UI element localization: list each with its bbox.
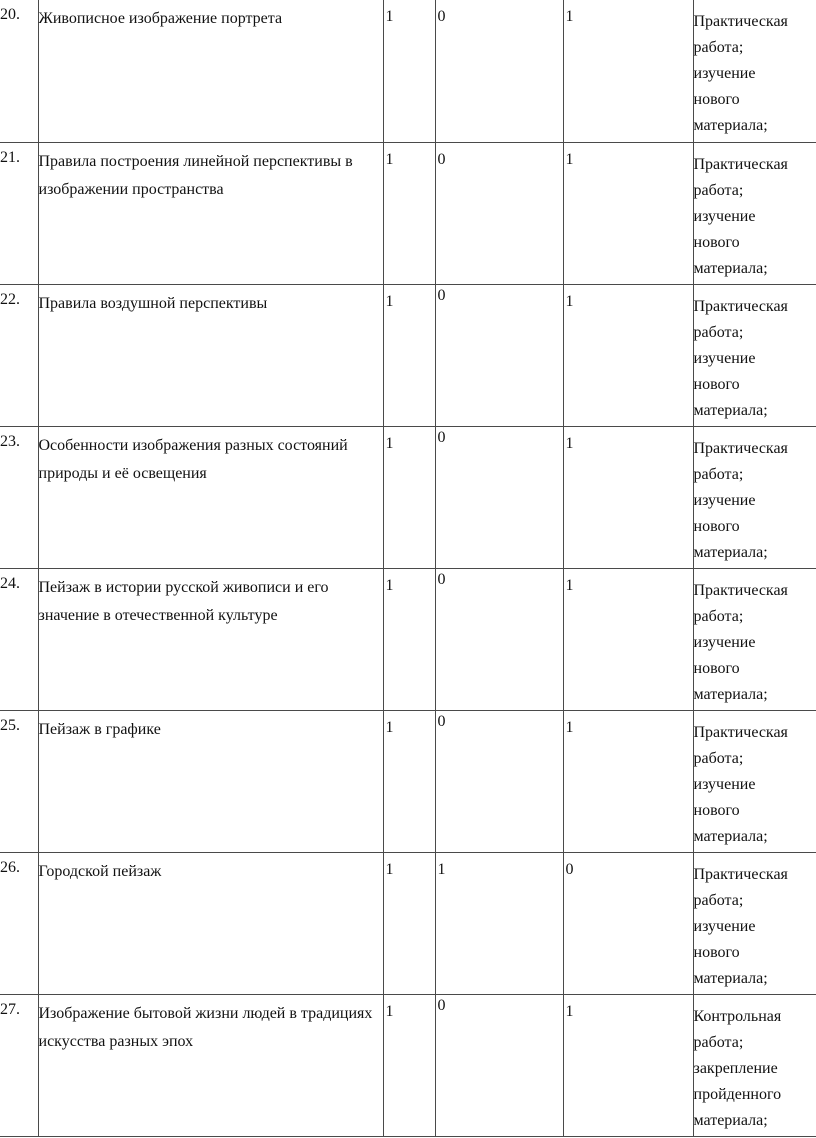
lesson-topic-cell <box>38 994 383 1136</box>
lesson-number-cell <box>0 0 38 142</box>
total-hours: 1 <box>385 8 394 25</box>
lesson-topic: Изображение бытовой жизни людей в традициях искусства разных эпох <box>38 1004 373 1050</box>
lesson-topic-cell <box>38 852 383 994</box>
lesson-number: 21. <box>0 148 20 166</box>
total-hours-cell <box>383 284 435 426</box>
lesson-type: Практическая работа; изучение нового материала; <box>693 297 788 419</box>
practice-hours-cell <box>563 994 693 1136</box>
table-row <box>0 994 816 1136</box>
practice-hours-cell <box>563 284 693 426</box>
practice-hours: 1 <box>565 150 574 168</box>
practice-hours: 1 <box>565 718 574 736</box>
practice-hours-cell <box>563 0 693 142</box>
lesson-type: Практическая работа; изучение нового материала; <box>693 155 788 277</box>
lesson-number: 24. <box>0 574 20 592</box>
lesson-topic-cell <box>38 568 383 710</box>
lesson-topic: Правила воздушной перспективы <box>38 294 268 312</box>
theory-hours-cell <box>435 994 563 1136</box>
practice-hours-cell <box>563 710 693 852</box>
lesson-type-cell <box>693 710 816 852</box>
practice-hours-cell <box>563 852 693 994</box>
total-hours-cell <box>383 142 435 284</box>
theory-hours: 0 <box>437 570 446 588</box>
table-row <box>0 426 816 568</box>
lesson-number-cell <box>0 284 38 426</box>
lesson-type: Практическая работа; изучение нового материала; <box>693 581 788 703</box>
theory-hours: 1 <box>437 860 446 878</box>
lesson-topic: Живописное изображение портрета <box>38 10 283 27</box>
lesson-type-cell <box>693 142 816 284</box>
practice-hours: 1 <box>565 576 574 594</box>
total-hours-cell <box>383 710 435 852</box>
practice-hours-cell <box>563 568 693 710</box>
lesson-type: Контрольная работа; закрепление пройденного материала; <box>693 1007 782 1129</box>
lesson-topic: Особенности изображения разных состояний природы и её освещения <box>38 436 348 482</box>
total-hours: 1 <box>385 292 394 310</box>
lesson-type-cell <box>693 426 816 568</box>
lesson-topic: Пейзаж в графике <box>38 720 161 738</box>
lesson-topic: Правила построения линейной перспективы в изображении пространства <box>38 152 353 198</box>
theory-hours-cell <box>435 0 563 142</box>
theory-hours: 0 <box>437 428 446 446</box>
theory-hours: 0 <box>437 712 446 730</box>
total-hours: 1 <box>385 434 394 452</box>
practice-hours: 1 <box>565 1002 574 1020</box>
lesson-type: Практическая работа; изучение нового материала; <box>693 723 788 845</box>
lesson-topic-cell <box>38 284 383 426</box>
theory-hours-cell <box>435 142 563 284</box>
lesson-topic-cell <box>38 710 383 852</box>
lesson-number-cell <box>0 142 38 284</box>
theory-hours-cell <box>435 426 563 568</box>
total-hours-cell <box>383 994 435 1136</box>
table-row <box>0 852 816 994</box>
theory-hours-cell <box>435 568 563 710</box>
lesson-number: 23. <box>0 432 20 450</box>
total-hours-cell <box>383 852 435 994</box>
table-row <box>0 142 816 284</box>
total-hours: 1 <box>385 1002 394 1020</box>
lesson-type-cell <box>693 568 816 710</box>
total-hours: 1 <box>385 576 394 594</box>
theory-hours: 0 <box>437 150 446 168</box>
lesson-number: 27. <box>0 1000 20 1018</box>
lesson-number-cell <box>0 994 38 1136</box>
lesson-number: 26. <box>0 858 20 876</box>
lesson-type-cell <box>693 994 816 1136</box>
lesson-type: Практическая работа; изучение нового материала; <box>693 13 788 134</box>
total-hours-cell <box>383 568 435 710</box>
practice-hours: 1 <box>565 434 574 452</box>
practice-hours: 1 <box>565 292 574 310</box>
theory-hours-cell <box>435 284 563 426</box>
lesson-type-cell <box>693 852 816 994</box>
theory-hours-cell <box>435 710 563 852</box>
total-hours: 1 <box>385 860 394 878</box>
table-row <box>0 568 816 710</box>
theory-hours: 0 <box>437 8 446 25</box>
lesson-number-cell <box>0 852 38 994</box>
total-hours-cell <box>383 426 435 568</box>
practice-hours-cell <box>563 142 693 284</box>
table-row <box>0 0 816 142</box>
lesson-type: Практическая работа; изучение нового материала; <box>693 865 788 987</box>
practice-hours: 1 <box>565 8 574 25</box>
lesson-topic: Пейзаж в истории русской живописи и его значение в отечественной культуре <box>38 578 329 624</box>
theory-hours-cell <box>435 852 563 994</box>
total-hours-cell <box>383 0 435 142</box>
lesson-topic-cell <box>38 142 383 284</box>
lesson-number: 22. <box>0 290 20 308</box>
lesson-number: 25. <box>0 716 20 734</box>
lesson-topic-cell <box>38 426 383 568</box>
lesson-type: Практическая работа; изучение нового материала; <box>693 439 788 561</box>
theory-hours: 0 <box>437 286 446 304</box>
lesson-number-cell <box>0 426 38 568</box>
total-hours: 1 <box>385 718 394 736</box>
practice-hours: 0 <box>565 860 574 878</box>
lesson-topic-cell <box>38 0 383 142</box>
lesson-number-cell <box>0 568 38 710</box>
lesson-topic: Городской пейзаж <box>38 862 162 880</box>
lesson-type-cell <box>693 0 816 142</box>
lesson-number-cell <box>0 710 38 852</box>
lesson-type-cell <box>693 284 816 426</box>
table-row <box>0 284 816 426</box>
practice-hours-cell <box>563 426 693 568</box>
table-row <box>0 710 816 852</box>
lesson-number: 20. <box>0 6 20 23</box>
theory-hours: 0 <box>437 996 446 1014</box>
total-hours: 1 <box>385 150 394 168</box>
